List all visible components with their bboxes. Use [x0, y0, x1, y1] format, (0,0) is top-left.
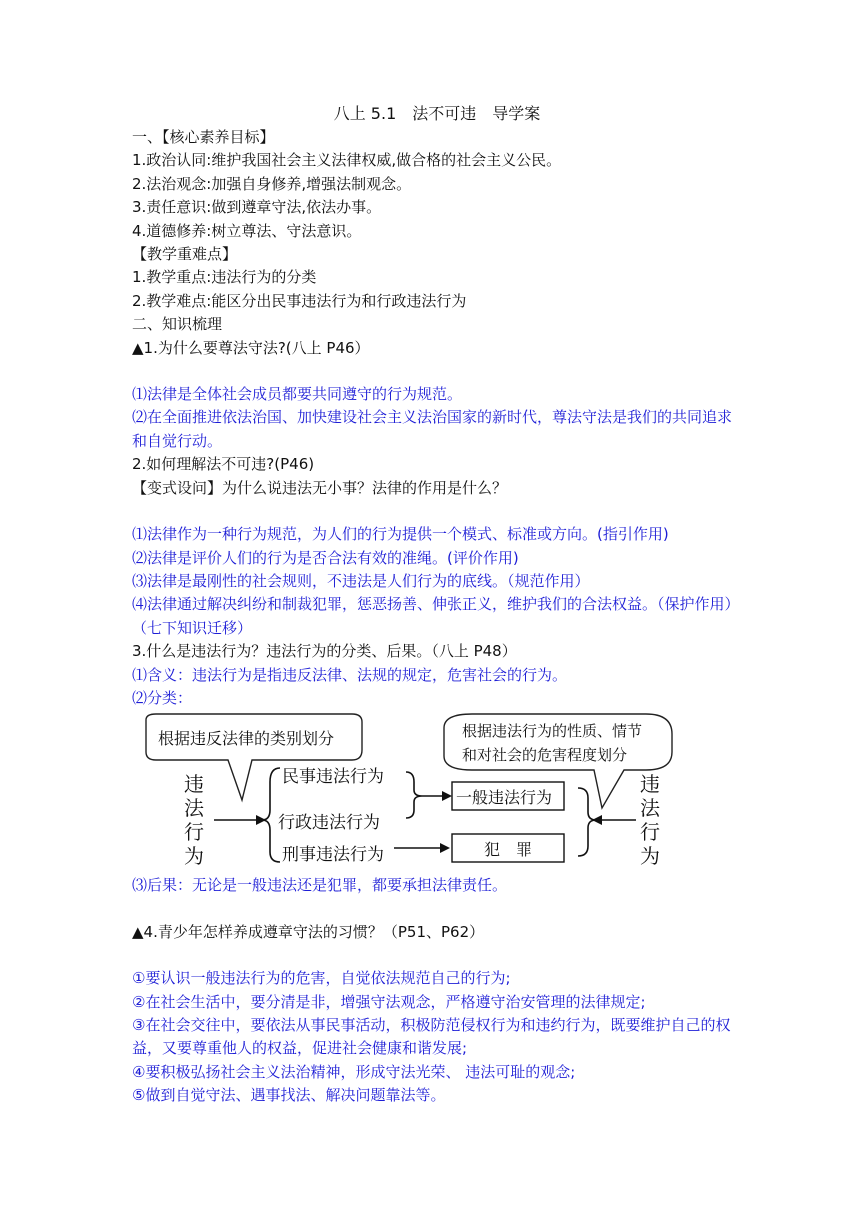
answer-line: ⑴含义：违法行为是指违反法律、法规的规定，危害社会的行为。 [132, 665, 568, 684]
answer-line: ④要积极弘扬社会主义法治精神，形成守法光荣、 违法可耻的观念; [132, 1062, 576, 1081]
answer-line: ⑴法律是全体社会成员都要共同遵守的行为规范。 [132, 385, 463, 404]
goal-line: 3.责任意识:做到遵章守法,依法办事。 [132, 198, 382, 217]
question: 2.如何理解法不可违?(P46) [132, 455, 315, 474]
answer-line: ⑴法律作为一种行为规范，为人们的行为提供一个模式、标准或方向。(指引作用) [132, 525, 669, 544]
answer-line: ①要认识一般违法行为的危害，自觉依法规范自己的行为; [132, 969, 511, 988]
general-violation-box: 一般违法行为 [456, 788, 553, 808]
answer-line: ⑵在全面推进依法治国、加快建设社会主义法治国家的新时代，尊法守法是我们的共同追求和自觉行动。 [132, 408, 733, 450]
document-title: 八上 5.1 法不可违 导学案 [333, 104, 541, 123]
bubble-left-text: 根据违反法律的类别划分 [158, 729, 335, 749]
answer-line: ⑤做到自觉守法、遇事找法、解决问题靠法等。 [132, 1086, 446, 1105]
bubble-right-text-1: 根据违法行为的性质、情节 [462, 722, 643, 741]
question: 3.什么是违法行为？违法行为的分类、后果。（八上 P48） [132, 642, 517, 661]
left-vertical-label: 违 法 行 为 [184, 772, 204, 869]
answer-line: ⑵分类： [132, 688, 193, 707]
section-heading: 一、【核心素养目标】 [132, 128, 275, 146]
criminal-violation: 刑事违法行为 [282, 845, 384, 866]
question: ▲1.为什么要尊法守法?(八上 P46） [132, 338, 370, 357]
classification-diagram [132, 712, 677, 870]
crime-box: 犯 罪 [484, 840, 533, 860]
civil-violation: 民事违法行为 [282, 767, 384, 788]
key-point-line: 1.教学重点:违法行为的分类 [132, 268, 317, 287]
section-heading: 二、知识梳理 [132, 315, 223, 334]
question-variant: 【变式设问】为什么说违法无小事？法律的作用是什么？ [132, 478, 508, 497]
right-vertical-label: 违 法 行 为 [640, 772, 660, 869]
question: ▲4.青少年怎样养成遵章守法的习惯？（P51、P62） [132, 922, 485, 941]
goal-line: 4.道德修养:树立尊法、守法意识。 [132, 221, 362, 240]
administrative-violation: 行政违法行为 [278, 813, 380, 834]
document-content [132, 102, 742, 1108]
answer-line: ⑵法律是评价人们的行为是否合法有效的准绳。(评价作用) [132, 548, 519, 567]
key-point-line: 2.教学难点:能区分出民事违法行为和行政违法行为 [132, 291, 467, 310]
section-heading: 【教学重难点】 [132, 245, 238, 264]
answer-line: ③在社会交往中，要依法从事民事活动，积极防范侵权行为和违约行为，既要维护自己的权益，又要尊重他人的权益，促进社会健康和谐发展; [132, 1015, 731, 1058]
answer-line: ⑶后果：无论是一般违法还是犯罪，都要承担法律责任。 [132, 876, 508, 895]
answer-line: ②在社会生活中，要分清是非，增强守法观念，严格遵守治安管理的法律规定; [132, 992, 646, 1011]
answer-line: ⑷法律通过解决纠纷和制裁犯罪，惩恶扬善、伸张正义，维护我们的合法权益。（保护作用）（七下知识迁移） [132, 595, 740, 637]
goal-line: 2.法治观念:加强自身修养,增强法制观念。 [132, 174, 412, 193]
bubble-right-text-2: 和对社会的危害程度划分 [462, 746, 628, 765]
goal-line: 1.政治认同:维护我国社会主义法律权威,做合格的社会主义公民。 [132, 151, 562, 170]
answer-line: ⑶法律是最刚性的社会规则，不违法是人们行为的底线。（规范作用） [132, 571, 590, 590]
